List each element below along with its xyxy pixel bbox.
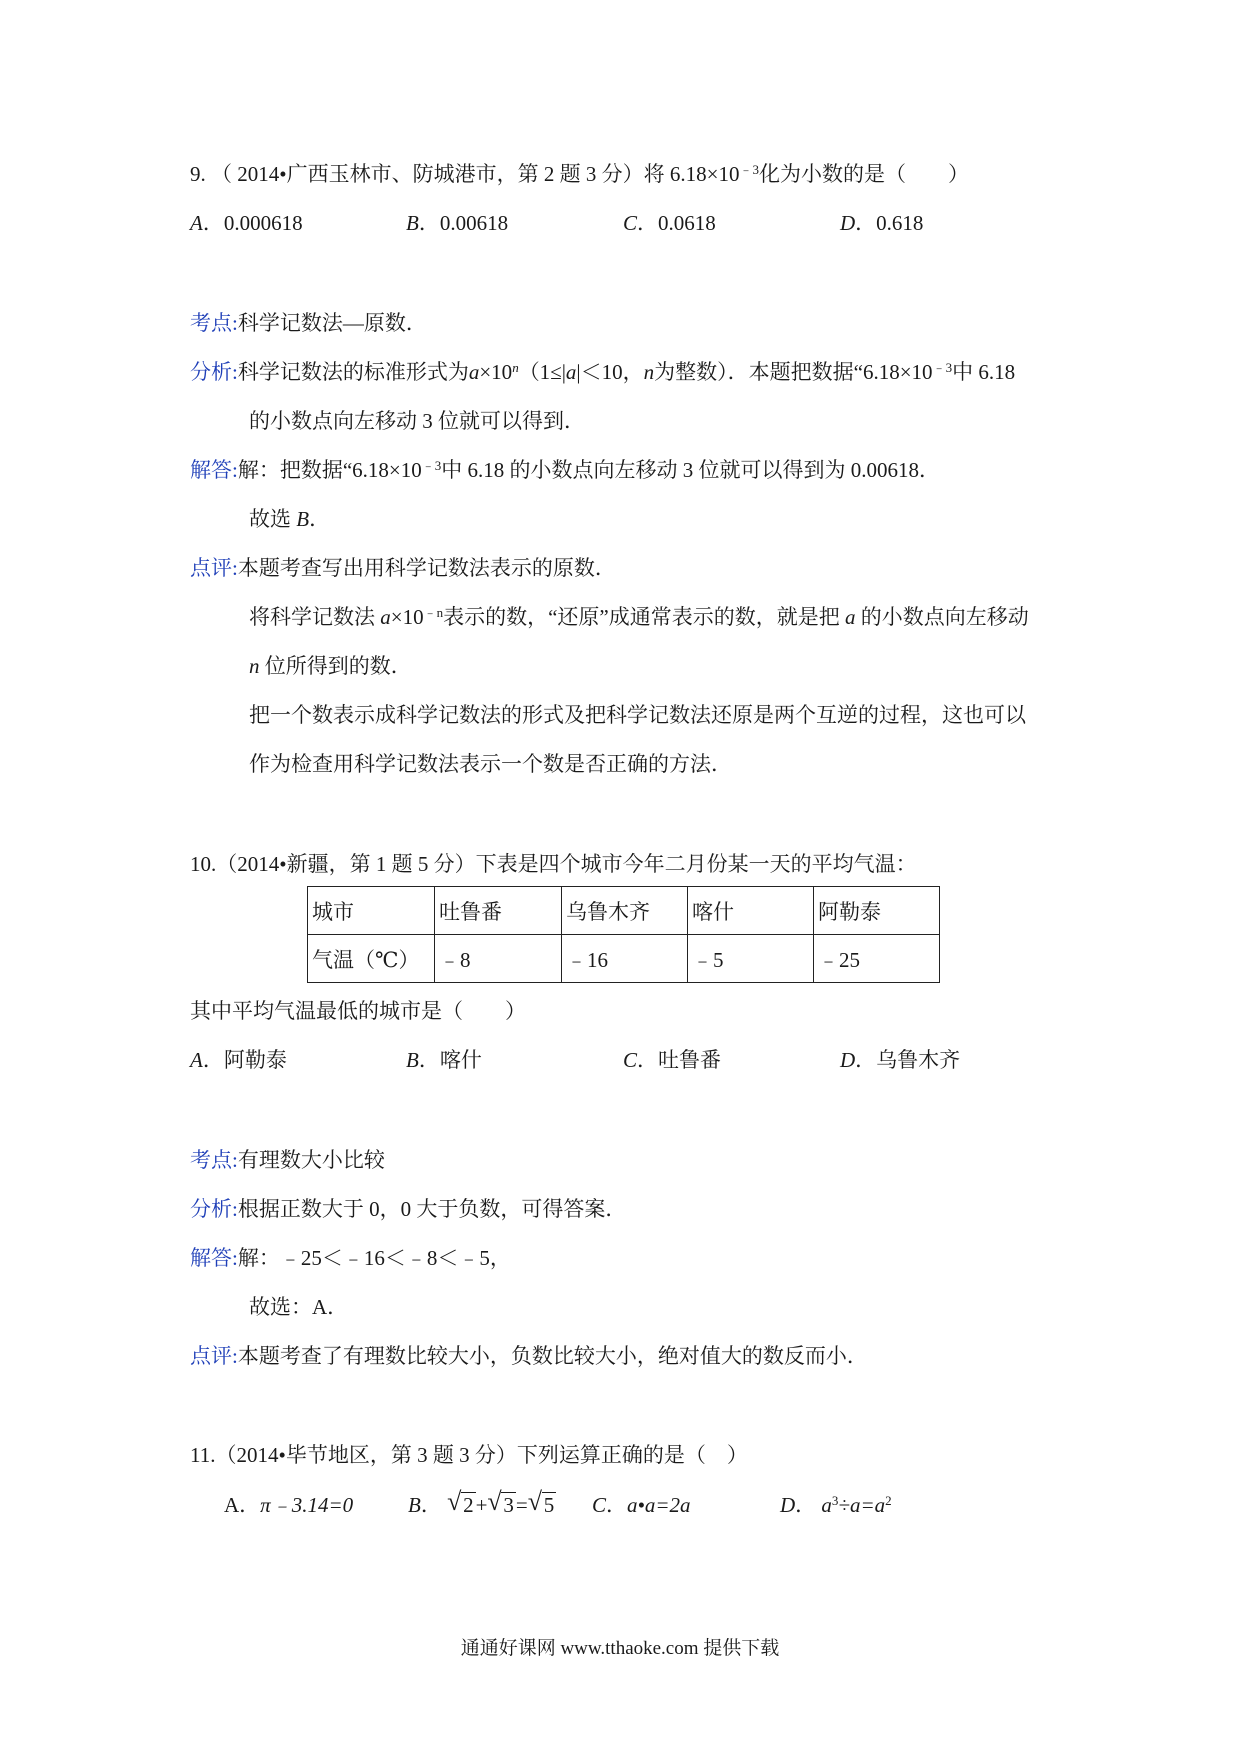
q11-option-d-base: a: [821, 1493, 832, 1517]
q9-dianping-var-a2: a: [845, 605, 856, 629]
q10-dianping: [190, 1343, 868, 1369]
q10-kaodian-label: 考点:: [190, 1148, 238, 1172]
q9-fenxi-exp-n: n: [512, 360, 519, 375]
q10-fenxi: [190, 1196, 626, 1222]
q11-option-b: B． √ 2+ √ 3= √ 5: [408, 1487, 555, 1517]
q11-stem: 11.（2014•毕节地区，第 3 题 3 分）下列运算正确的是（ ）: [190, 1443, 748, 1467]
q9-option-a: A．0.000618: [190, 211, 303, 235]
q9-jieda-choice-text: 故选: [249, 507, 291, 531]
q9-option-a-text: 0.000618: [223, 211, 303, 235]
q10-option-c-letter: C: [623, 1048, 638, 1072]
q9-jieda-choice: [249, 506, 330, 532]
sqrt-5: √ 5: [527, 1487, 555, 1517]
equal-sign: =: [515, 1493, 528, 1517]
q9-option-a-letter: A: [190, 211, 203, 235]
q10-stem: 10.（2014•新疆，第 1 题 5 分）下表是四个城市今年二月份某一天的平均气温：: [190, 852, 917, 876]
q9-dianping-line2: [249, 604, 1029, 630]
q10-option-c-text: 吐鲁番: [658, 1048, 722, 1072]
q9-dianping: [190, 555, 616, 581]
q10-jieda-label: 解答:: [190, 1246, 238, 1270]
q9-dianping-var-n: n: [249, 654, 260, 678]
q9-option-b-text: 0.00618: [439, 211, 509, 235]
q9-dianping-2b: ×10: [390, 605, 424, 629]
q11-option-a-letter: A: [224, 1493, 240, 1517]
q9-stem: [190, 161, 969, 187]
q9-jieda-choice-letter: B: [296, 507, 310, 531]
q10-jieda-choice: 故选：A．: [249, 1295, 349, 1319]
q9-jieda-choice-end: ．: [309, 507, 331, 531]
q9-kaodian: [190, 310, 427, 336]
q9-stem-text-b: 化为小数的是（ ）: [758, 162, 969, 186]
q9-option-d: D．0.618: [840, 211, 924, 235]
q9-option-c-text: 0.0618: [658, 211, 716, 235]
q9-fenxi-line2: 的小数点向左移动 3 位就可以得到．: [249, 409, 585, 433]
q11-option-d: D． $a^3\div a=a^2$: [780, 1493, 892, 1517]
q9-dianping-2a: 将科学记数法: [249, 605, 375, 629]
q10-fenxi-text: 根据正数大于 0，0 大于负数，可得答案．: [237, 1197, 627, 1221]
q10-kaodian-text: 有理数大小比较: [237, 1148, 385, 1172]
sqrt-3: √ 3: [487, 1487, 514, 1517]
q9-option-c: C．0.0618: [623, 211, 716, 235]
q9-jieda: [190, 457, 940, 483]
q10-option-c: C．吐鲁番: [623, 1048, 722, 1072]
q9-dianping-line3: [249, 653, 412, 679]
q10-kaodian: [190, 1147, 385, 1173]
sqrt-3-value: 3: [503, 1493, 514, 1517]
q9-fenxi-label: 分析:: [190, 360, 238, 384]
q9-dianping-2exp: ﹣n: [423, 605, 444, 620]
table-cell: 吐鲁番: [435, 887, 562, 935]
q9-jieda-text-b: 中 6.18 的小数点向左移动 3 位就可以得到为 0.00618．: [441, 458, 941, 482]
q10-option-d-text: 乌鲁木齐: [876, 1048, 961, 1072]
q10-question: 其中平均气温最低的城市是（ ）: [190, 999, 526, 1023]
q9-option-b-letter: B: [406, 211, 419, 235]
table-cell: ﹣5: [688, 935, 814, 983]
q9-stem-exponent: ﹣3: [739, 162, 759, 177]
q9-dianping-var-a: a: [380, 605, 391, 629]
table-cell: ﹣25: [814, 935, 940, 983]
q10-option-d-letter: D: [840, 1048, 856, 1072]
q9-fenxi-text-d: |＜10，: [576, 360, 644, 384]
q9-fenxi-exp: ﹣3: [932, 360, 953, 375]
q11-option-d-exp2: 2: [885, 1493, 892, 1508]
q11-option-c-letter: C: [592, 1493, 607, 1517]
sqrt-2: √ 2: [447, 1487, 474, 1517]
q9-fenxi-text-e: 为整数）．本题把数据“6.18×10: [654, 360, 933, 384]
table-row: [308, 935, 940, 983]
table-cell: 喀什: [688, 887, 814, 935]
table-cell: 阿勒泰: [814, 887, 940, 935]
q11-option-d-exp1: 3: [831, 1493, 839, 1508]
table-cell: 城市: [308, 887, 435, 935]
q11-option-d-letter: D: [780, 1493, 796, 1517]
q10-dianping-label: 点评:: [190, 1344, 238, 1368]
q9-fenxi-text-f: 中 6.18: [952, 360, 1016, 384]
q9-fenxi-var-a2: a: [565, 360, 577, 384]
q11-option-a-text: π﹣3.14=0: [260, 1493, 354, 1517]
plus-sign: +: [475, 1493, 488, 1517]
q9-dianping-3: 位所得到的数．: [264, 654, 412, 678]
q9-option-d-text: 0.618: [876, 211, 924, 235]
q9-jieda-label: 解答:: [190, 458, 238, 482]
q9-kaodian-label: 考点:: [190, 311, 238, 335]
q9-fenxi-text-c: （1≤|: [518, 360, 566, 384]
q10-jieda-text: 解：﹣25＜﹣16＜﹣8＜﹣5，: [237, 1246, 511, 1270]
q9-dianping-text-1: 本题考查写出用科学记数法表示的原数．: [237, 556, 616, 580]
q9-dianping-line5: 作为检查用科学记数法表示一个数是否正确的方法．: [249, 752, 732, 776]
q9-fenxi-var-a: a: [468, 360, 480, 384]
sqrt-5-value: 5: [543, 1493, 555, 1517]
q9-dianping-label: 点评:: [190, 556, 238, 580]
q9-dianping-line4: 把一个数表示成科学记数法的形式及把科学记数法还原是两个互逆的过程，这也可以: [249, 703, 1026, 727]
q11-option-a: A．π﹣3.14=0: [224, 1493, 354, 1517]
q9-fenxi-var-n: n: [643, 360, 655, 384]
q9-stem-text-a: 9. （ 2014•广西玉林市、防城港市，第 2 题 3 分）将 6.18×10: [190, 162, 740, 186]
q9-jieda-exp: ﹣3: [421, 458, 442, 473]
q10-jieda: [190, 1245, 511, 1271]
q10-dianping-text: 本题考查了有理数比较大小，负数比较大小，绝对值大的数反而小．: [237, 1344, 868, 1368]
q9-fenxi-text-a: 科学记数法的标准形式为: [237, 360, 469, 384]
table-row: [308, 887, 940, 935]
sqrt-2-value: 2: [463, 1493, 474, 1517]
table-cell: 气温（℃）: [308, 935, 435, 983]
table-cell: ﹣8: [435, 935, 562, 983]
q10-option-b-text: 喀什: [439, 1048, 482, 1072]
q10-temperature-table: [307, 886, 940, 983]
q10-fenxi-label: 分析:: [190, 1197, 238, 1221]
q10-option-a: A．阿勒泰: [190, 1048, 287, 1072]
q11-option-b-letter: B: [408, 1493, 421, 1517]
table-cell: 乌鲁木齐: [562, 887, 688, 935]
page-footer: 通通好课网 www.tthaoke.com 提供下载: [460, 1638, 780, 1659]
q9-fenxi: [190, 359, 1015, 385]
q9-jieda-text-a: 解：把数据“6.18×10: [237, 458, 422, 482]
q9-dianping-2c: 表示的数，“还原”成通常表示的数，就是把: [443, 605, 840, 629]
table-cell: ﹣16: [562, 935, 688, 983]
q9-dianping-2d: 的小数点向左移动: [860, 605, 1029, 629]
q10-option-a-text: 阿勒泰: [223, 1048, 287, 1072]
q11-option-c-text: a•a=2a: [627, 1493, 691, 1517]
q11-option-c: C．a•a=2a: [592, 1493, 691, 1517]
q10-option-b-letter: B: [406, 1048, 419, 1072]
q11-option-d-mid: ÷a=a: [838, 1493, 886, 1517]
q10-option-a-letter: A: [190, 1048, 203, 1072]
q9-option-c-letter: C: [623, 211, 638, 235]
q10-option-d: D．乌鲁木齐: [840, 1048, 961, 1072]
q9-option-d-letter: D: [840, 211, 856, 235]
q10-option-b: B．喀什: [406, 1048, 482, 1072]
q9-kaodian-text: 科学记数法—原数．: [237, 311, 427, 335]
q9-option-b: B．0.00618: [406, 211, 509, 235]
q9-fenxi-text-b: ×10: [479, 360, 513, 384]
